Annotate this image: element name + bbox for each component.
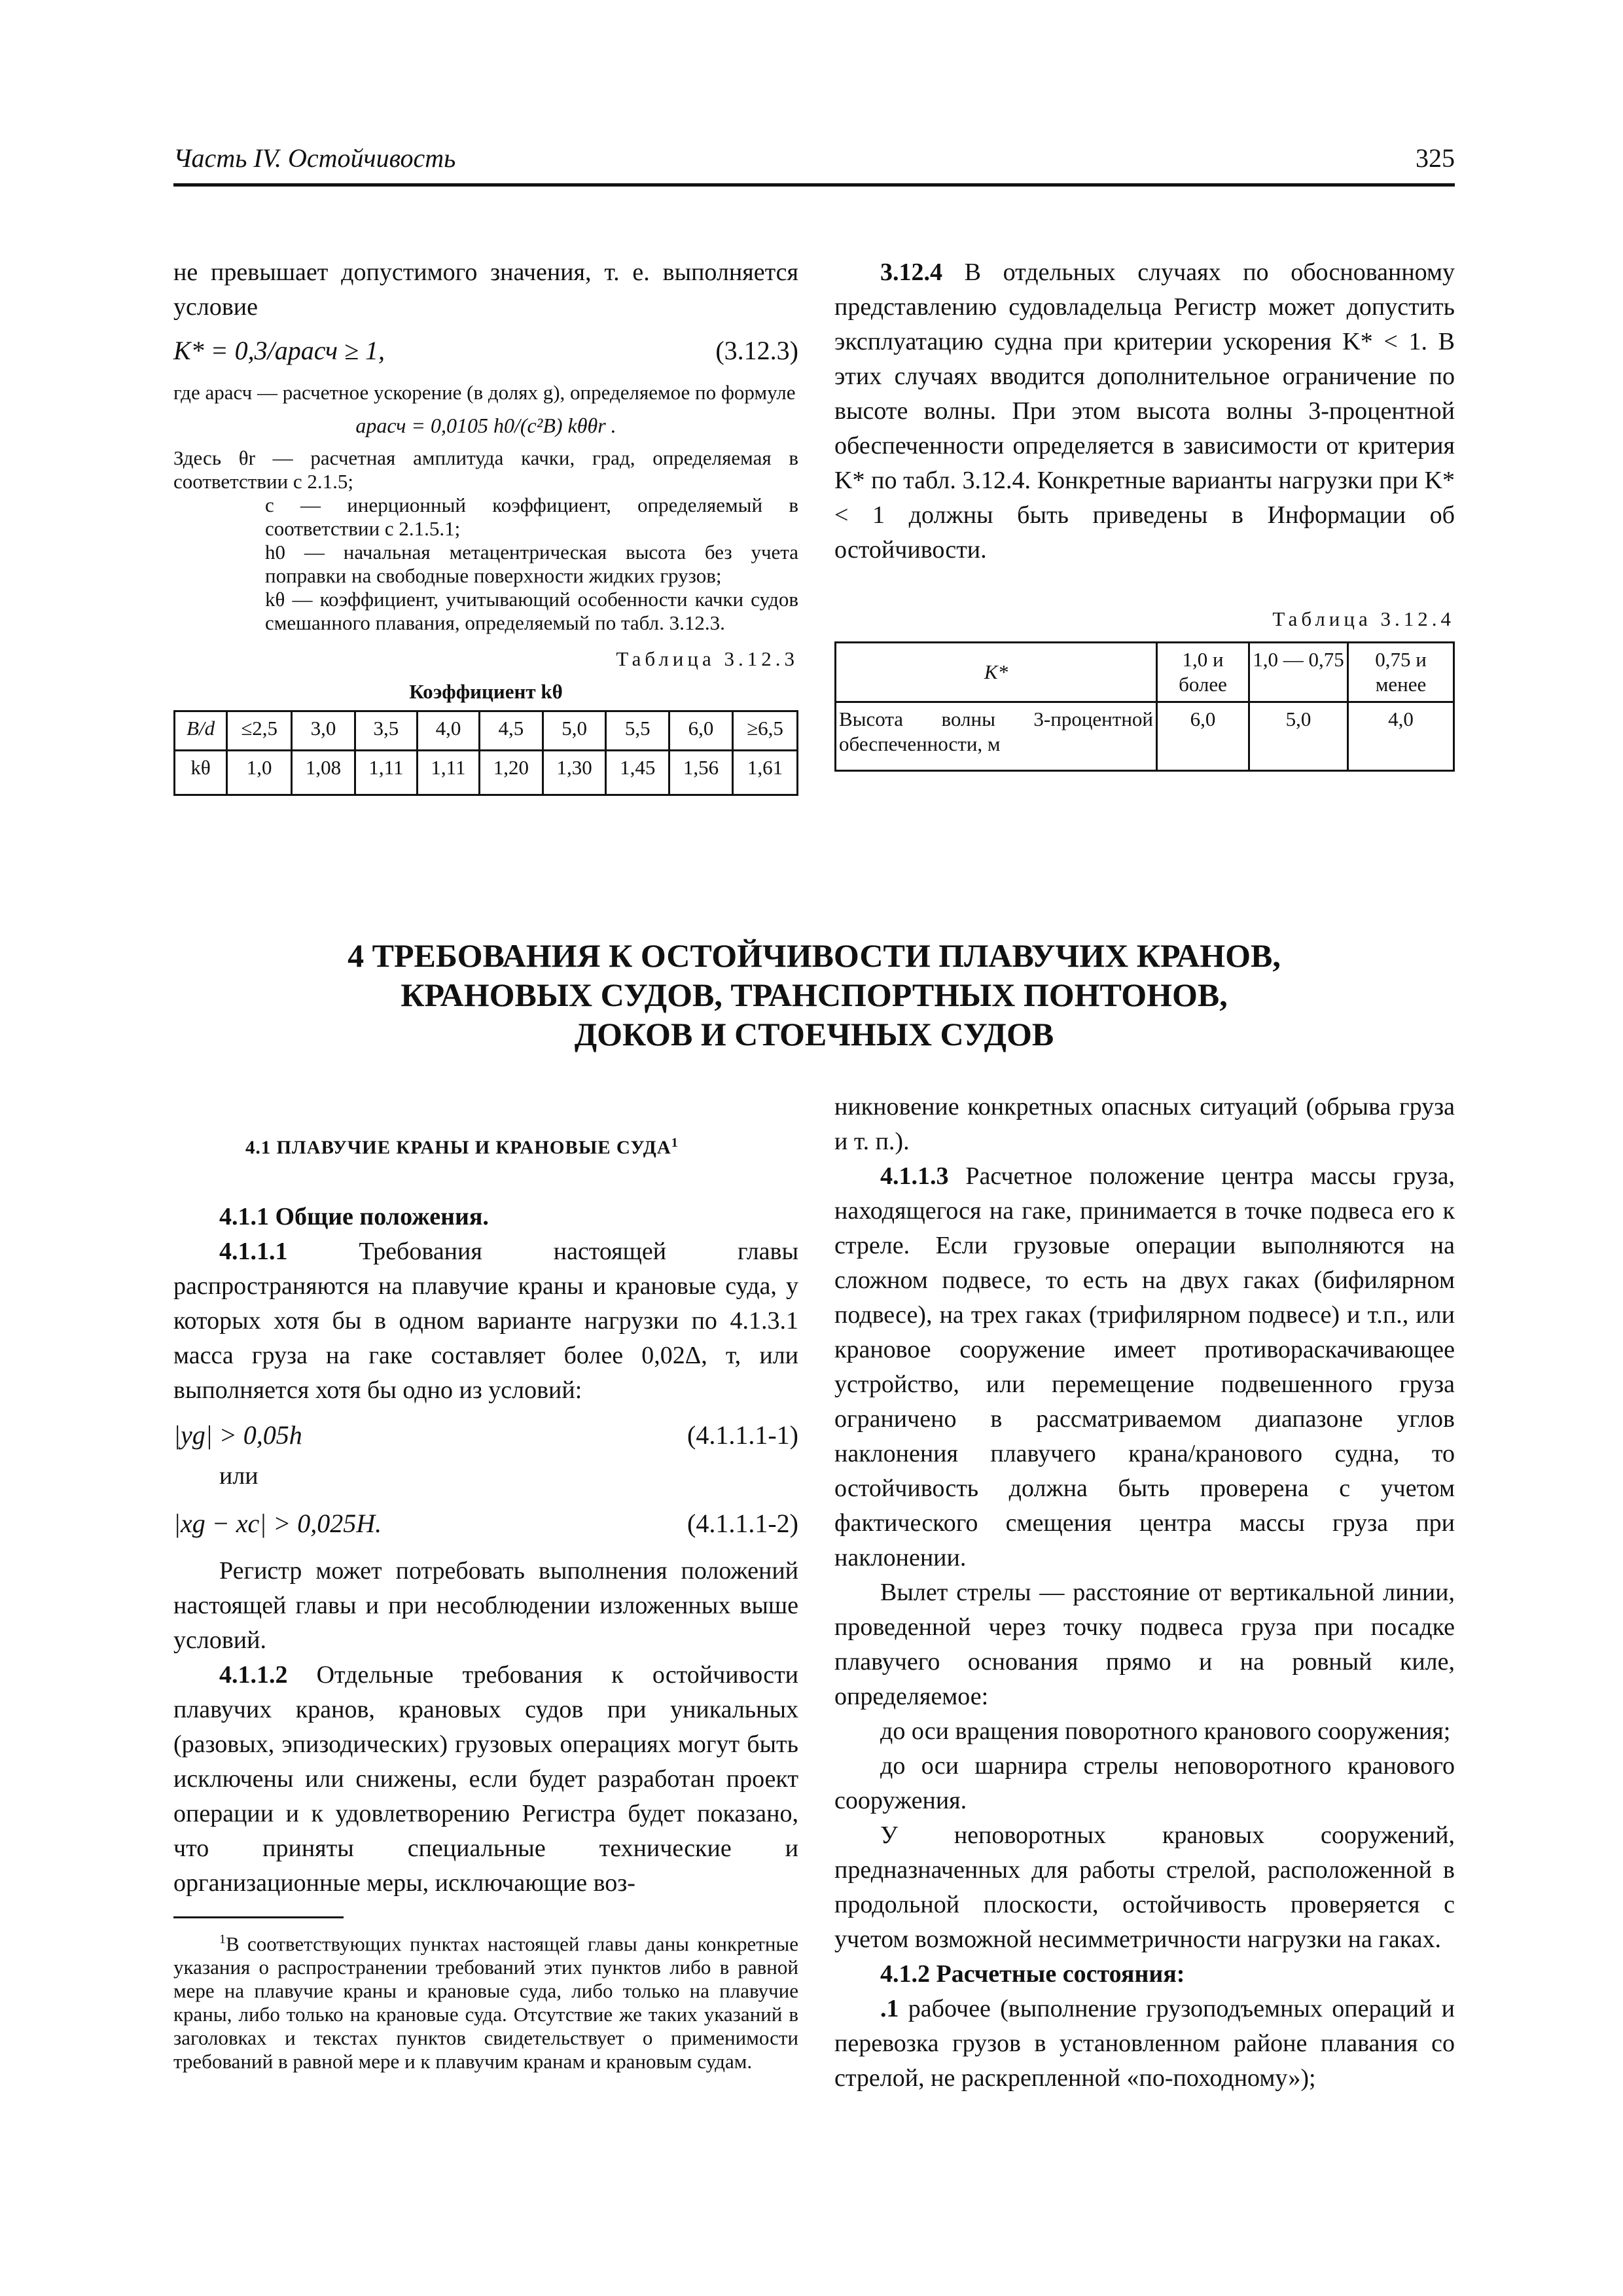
- table-cell: 1,20: [479, 751, 543, 795]
- paragraph-4-1-1-2: 4.1.1.2 Отдельные требования к остойчивости плавучих кранов, крановых судов при уникальных (разовых, эпизодических) грузовых операциях могут быть исключены или снижены, если будет разработан проект операции и к удовлетворению Регистра будет показано, что приняты специальные технические и организационные меры, исключающие воз-: [173, 1660, 799, 1897]
- paragraph-4-1-1-1: 4.1.1.1 Требования настоящей главы распространяются на плавучие краны и крановые суда, у которых хотя бы в одном варианте нагрузки по 4.1.3.1 масса груза на гаке составляет более 0,02Δ, т, или выполняется хотя бы одно из условий:: [173, 1237, 798, 1404]
- paragraph-register: Регистр может потребовать выполнения положений настоящей главы и при несоблюдении изложенных выше условий.: [173, 1556, 798, 1654]
- table-cell: 0,75 и менее: [1348, 643, 1454, 702]
- paragraph-nonrotating: У неповоротных крановых сооружений, предназначенных для работы стрелой, расположенной в продольной плоскости, остойчивость проверяется с учетом возможной несимметричности нагрузки на гаках.: [834, 1821, 1455, 1953]
- left-column-bottom: [173, 1126, 798, 2073]
- paragraph-axis-1: до оси вращения поворотного кранового сооружения;: [880, 1717, 1451, 1745]
- chapter-title: Часть IV. Остойчивость: [173, 143, 456, 173]
- table-cell: 1,0: [227, 751, 292, 795]
- footnote-rule: [173, 1916, 344, 1918]
- def-h0: h0 — начальная метацентрическая высота без учета поправки на свободные поверхности жидких грузов;: [265, 541, 798, 587]
- equation-4-1-1-1-2: [173, 1503, 798, 1545]
- table-cell: 3,5: [355, 711, 417, 751]
- table-cell: 1,45: [606, 751, 669, 795]
- table-cell: 4,5: [479, 711, 543, 751]
- running-head: [173, 143, 1455, 187]
- def-k-theta: kθ — коэффициент, учитывающий особенности качки судов смешанного плавания, определяемый по табл. 3.12.3.: [265, 588, 798, 634]
- def-theta: Здесь θr — расчетная амплитуда качки, град, определяемая в соответствии с 2.1.5;: [173, 446, 798, 493]
- paragraph-3-12-4: [834, 255, 1455, 567]
- table-3-12-3: [173, 710, 798, 796]
- page-number: 325: [1416, 143, 1455, 173]
- table-cell: 1,11: [355, 751, 417, 795]
- table-cell: 3,0: [292, 711, 355, 751]
- subsection-heading: 4.1 ПЛАВУЧИЕ КРАНЫ И КРАНОВЫЕ СУДА$^1$: [245, 1136, 679, 1158]
- paragraph-continued: никновение конкретных опасных ситуаций (обрыва груза и т. п.).: [834, 1093, 1455, 1155]
- right-column-bottom: [834, 1090, 1455, 2096]
- table-row: [836, 702, 1454, 771]
- where-text: где aрасч — расчетное ускорение (в долях g), определяемое по формуле: [173, 381, 796, 404]
- equation-formula: K* = 0,3/aрасч ≥ 1,: [173, 336, 385, 365]
- table-header-row: [175, 711, 798, 751]
- equation-number: (4.1.1.1-1): [687, 1420, 798, 1450]
- equation-3-12-3: [173, 330, 798, 372]
- right-column-top: [834, 255, 1455, 772]
- equation-formula: |xg − xc| > 0,025H.: [173, 1508, 382, 1538]
- table-title: Коэффициент kθ: [409, 680, 563, 703]
- table-cell: kθ: [175, 751, 227, 795]
- equation-formula: |yg| > 0,05h: [173, 1420, 302, 1450]
- table-cell: 1,08: [292, 751, 355, 795]
- table-header-row: [836, 643, 1454, 702]
- table-cell: 6,0: [1157, 702, 1249, 771]
- equation-number: (4.1.1.1-2): [687, 1508, 798, 1538]
- table-cell: 1,0 — 0,75: [1249, 643, 1348, 702]
- paragraph-item-1: .1 рабочее (выполнение грузоподъемных операций и перевозка грузов в установленном районе плавания со стрелой, не раскрепленной «по-походному»);: [834, 1995, 1455, 2092]
- footnote: $^1$В соответствующих пунктах настоящей главы даны конкретные указания о распространении требований этих пунктов либо в равной мере на плавучие краны и крановые суда, либо только на плавучие краны, либо только на крановые суда. Отсутствие же таких указаний в заголовках и текстах пунктов свидетельствует о применимости требований в равной мере и к плавучим кранам и крановым судам.: [173, 1931, 798, 2073]
- clause-text: В отдельных случаях по обоснованному представлению судовладельца Регистр может допустить эксплуатацию судна при критерии ускорения K* < 1. В этих случаях вводится дополнительное ограничение по высоте волны. При этом высота волны 3-процентной обеспеченности определяется в зависимости от критерия K* по табл. 3.12.4. Конкретные варианты нагрузки при K* < 1 должны быть приведены в Информации об остойчивости.: [834, 259, 1455, 564]
- heading-line: ДОКОВ И СТОЕЧНЫХ СУДОВ: [574, 1016, 1054, 1052]
- table-cell: 5,0: [1249, 702, 1348, 771]
- equation-number: (3.12.3): [715, 336, 798, 365]
- table-caption-3-12-3: Таблица 3.12.3: [616, 647, 798, 670]
- table-cell: ≥6,5: [732, 711, 797, 751]
- def-c: c — инерционный коэффициент, определяемый в соответствии с 2.1.5.1;: [265, 493, 798, 540]
- table-cell: B/d: [175, 711, 227, 751]
- table-cell: 5,5: [606, 711, 669, 751]
- table-row: [175, 751, 798, 795]
- table-cell: 1,0 и более: [1157, 643, 1249, 702]
- heading-line: 4 ТРЕБОВАНИЯ К ОСТОЙЧИВОСТИ ПЛАВУЧИХ КРАНОВ,: [348, 937, 1281, 974]
- table-cell: ≤2,5: [227, 711, 292, 751]
- table-caption-3-12-4: Таблица 3.12.4: [1272, 607, 1455, 630]
- table-cell: 1,61: [732, 751, 797, 795]
- heading-4-1-1: 4.1.1 Общие положения.: [219, 1202, 489, 1230]
- table-cell: 4,0: [417, 711, 479, 751]
- or-text: или: [219, 1462, 259, 1490]
- table-cell: 4,0: [1348, 702, 1454, 771]
- paragraph-4-1-1-3: 4.1.1.3 Расчетное положение центра массы груза, находящегося на гаке, принимается в точке подвеса его к стреле. Если грузовые операции выполняются на сложном подвесе, то есть на двух гаках (бифилярном подвесе), на трех гаках (трифилярном подвесе) и т.п., или крановое сооружение имеет противораскачивающее устройство, или перемещение подвешенного груза ограничено в рассматриваемом диапазоне углов наклонения плавучего крана/кранового судна, то остойчивость должна быть проверена с учетом фактического смещения центра массы груза при наклонении.: [834, 1162, 1455, 1571]
- table-cell: K*: [836, 643, 1157, 702]
- equation-4-1-1-1-1: [173, 1414, 798, 1456]
- table-cell: 5,0: [543, 711, 606, 751]
- table-cell: 1,11: [417, 751, 479, 795]
- table-cell: 1,30: [543, 751, 606, 795]
- paragraph-vylet: Вылет стрелы — расстояние от вертикальной линии, проведенной через точку подвеса груза при посадке плавучего основания прямо и на ровный киле, определяемое:: [834, 1579, 1455, 1710]
- heading-4-1-2: 4.1.2 Расчетные состояния:: [880, 1960, 1185, 1988]
- section-heading: [173, 936, 1455, 1054]
- paragraph: не превышает допустимого значения, т. е. выполняется условие: [173, 259, 798, 321]
- table-cell: 6,0: [669, 711, 733, 751]
- left-column-top: [173, 255, 798, 796]
- paragraph-axis-2: до оси шарнира стрелы неповоротного кранового сооружения.: [834, 1752, 1455, 1814]
- clause-number: 3.12.4: [880, 259, 942, 286]
- table-cell: 1,56: [669, 751, 733, 795]
- table-cell: Высота волны 3-процентной обеспеченности, м: [836, 702, 1157, 771]
- table-3-12-4: [834, 641, 1455, 772]
- formula-a-rasch: aрасч = 0,0105 h0/(c²B) kθθr .: [355, 414, 616, 437]
- heading-line: КРАНОВЫХ СУДОВ, ТРАНСПОРТНЫХ ПОНТОНОВ,: [401, 977, 1228, 1013]
